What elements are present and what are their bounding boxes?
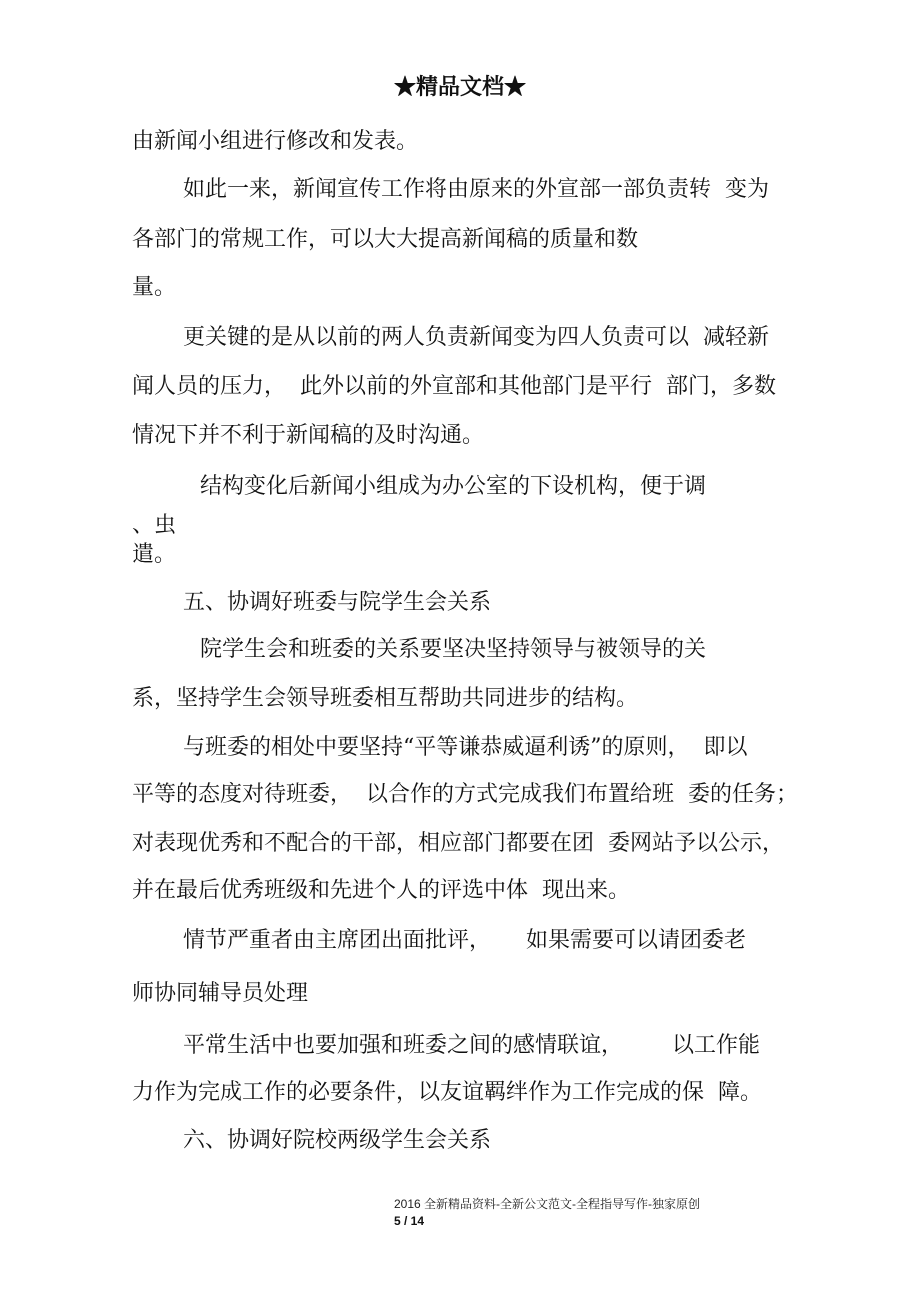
text-line: 情况下并不利于新闻稿的及时沟通。 (132, 423, 485, 448)
text-line: 闻人员的压力， 此外以前的外宣部和其他部门是平行 部门，多数 (132, 374, 776, 399)
text-line: 并在最后优秀班级和先进个人的评选中体 现出来。 (132, 878, 630, 903)
text-line: 情节严重者由主席团出面批评， 如果需要可以请团委老 (183, 928, 746, 953)
text-line: 与班委的相处中要坚持“平等谦恭威逼利诱”的原则， 即以 (183, 735, 748, 760)
text-line: 结构变化后新闻小组成为办公室的下设机构，便于调 (200, 474, 707, 499)
text-line: 量。 (132, 275, 177, 300)
page-footer: 2016 全新精品资料-全新公文范文-全程指导写作-独家原创 (394, 1197, 701, 1211)
text-line: 由新闻小组进行修改和发表。 (132, 129, 419, 154)
text-line: 平等的态度对待班委， 以合作的方式完成我们布置给班 委的任务； (132, 782, 798, 807)
page-header: ★精品文档★ (393, 74, 526, 100)
text-line: 如此一来，新闻宣传工作将由原来的外宣部一部负责转 变为 (183, 177, 769, 202)
text-line: 院学生会和班委的关系要坚决坚持领导与被领导的关 (200, 637, 707, 662)
text-line: 更关键的是从以前的两人负责新闻变为四人负责可以 减轻新 (183, 325, 769, 350)
page-number: 5 / 14 (394, 1214, 425, 1228)
text-line: 力作为完成工作的必要条件，以友谊羁绊作为工作完成的保 障。 (132, 1080, 762, 1105)
text-line: 系，坚持学生会领导班委相互帮助共同进步的结构。 (132, 686, 639, 711)
text-line: 对表现优秀和不配合的干部，相应部门都要在团 委网站予以公示， (132, 831, 784, 856)
text-line: 遣。 (132, 542, 177, 567)
section-heading: 六、协调好院校两级学生会关系 (183, 1128, 492, 1153)
text-line: 、虫 (132, 513, 177, 538)
text-line: 师协同辅导员处理 (132, 981, 309, 1006)
text-line: 各部门的常规工作，可以大大提高新闻稿的质量和数 (132, 227, 639, 252)
section-heading: 五、协调好班委与院学生会关系 (183, 590, 492, 615)
text-line: 平常生活中也要加强和班委之间的感情联谊， 以工作能 (183, 1033, 760, 1058)
